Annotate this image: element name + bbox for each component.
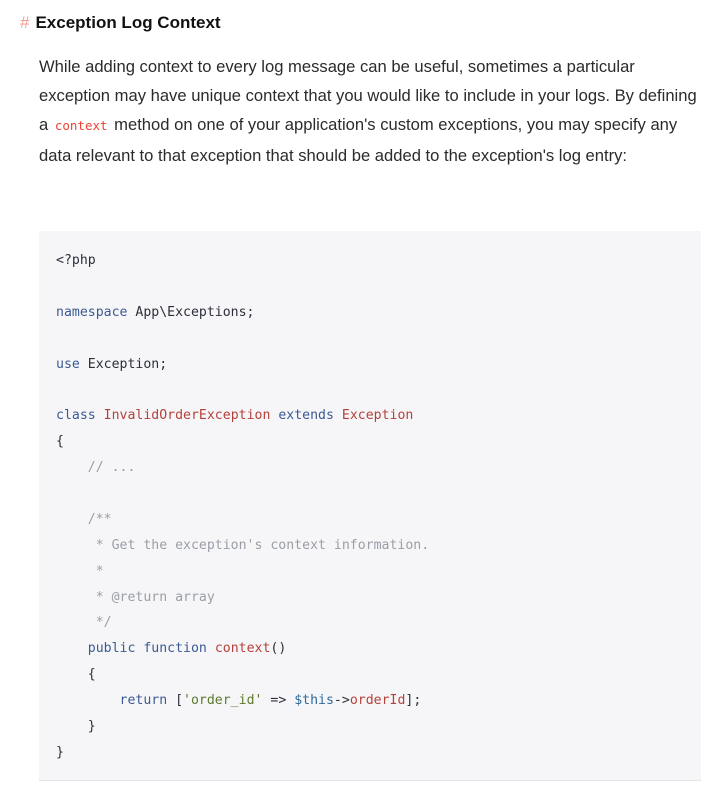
code-line <box>56 326 429 352</box>
code-token: Exception; <box>79 356 168 372</box>
section-heading <box>20 10 221 36</box>
code-token <box>207 641 215 656</box>
section-title: Exception Log Context <box>35 13 221 32</box>
code-line <box>56 714 429 740</box>
code-token: context <box>214 641 271 657</box>
code-token: * <box>56 563 104 579</box>
code-line <box>56 740 429 766</box>
code-token: { <box>56 667 96 683</box>
code-token <box>334 408 342 423</box>
code-token: -> <box>333 693 350 709</box>
code-line <box>56 274 429 300</box>
code-line <box>56 352 429 378</box>
code-line <box>56 559 429 585</box>
code-lines <box>56 248 429 766</box>
code-token: ]; <box>405 693 422 709</box>
heading-anchor-link[interactable]: # <box>20 13 30 32</box>
code-token: => <box>262 693 295 709</box>
code-line <box>56 481 429 507</box>
code-line <box>56 610 429 636</box>
code-token: App\Exceptions; <box>127 304 255 320</box>
code-token: { <box>56 434 64 450</box>
code-line <box>56 377 429 403</box>
code-token: 'order_id' <box>183 693 263 709</box>
code-token: namespace <box>56 304 128 320</box>
code-token: <?php <box>56 253 96 268</box>
code-line <box>56 636 429 662</box>
code-token: * @return array <box>56 589 215 605</box>
code-token: $this <box>294 693 334 709</box>
code-token: } <box>56 719 96 735</box>
inline-code-context: context <box>54 118 108 134</box>
code-token: function <box>143 641 207 657</box>
code-line <box>56 300 429 326</box>
code-token: // ... <box>56 460 136 476</box>
intro-text-before: While adding context to every log message can be useful, sometimes a particular exception may have unique context that you would like to include in your logs. By defining a <box>39 57 697 135</box>
code-token: return <box>56 693 168 709</box>
code-line <box>56 248 429 274</box>
code-token: */ <box>56 615 112 631</box>
code-block <box>39 231 701 781</box>
code-token: orderId <box>349 693 406 709</box>
code-token: extends <box>278 408 334 424</box>
code-token: [ <box>167 693 184 709</box>
code-token: } <box>56 744 64 760</box>
code-token: /** <box>56 511 112 527</box>
code-token: * Get the exception's context information. <box>56 537 430 553</box>
code-line <box>56 507 429 533</box>
code-token: () <box>270 641 287 657</box>
code-line <box>56 662 429 688</box>
code-line <box>56 403 429 429</box>
code-token: InvalidOrderException <box>103 408 271 424</box>
intro-paragraph <box>39 52 704 170</box>
code-line <box>56 688 429 714</box>
code-token: Exception <box>341 408 414 424</box>
code-token: public <box>56 641 136 657</box>
code-token: use <box>56 356 80 372</box>
code-line <box>56 533 429 559</box>
code-line <box>56 585 429 611</box>
code-line <box>56 429 429 455</box>
intro-text-after: method on one of your application's custom exceptions, you may specify any data relevant to that exception that should be added to the exception's log entry: <box>39 115 678 165</box>
code-token <box>96 408 104 423</box>
code-token: class <box>56 408 96 424</box>
code-line <box>56 455 429 481</box>
